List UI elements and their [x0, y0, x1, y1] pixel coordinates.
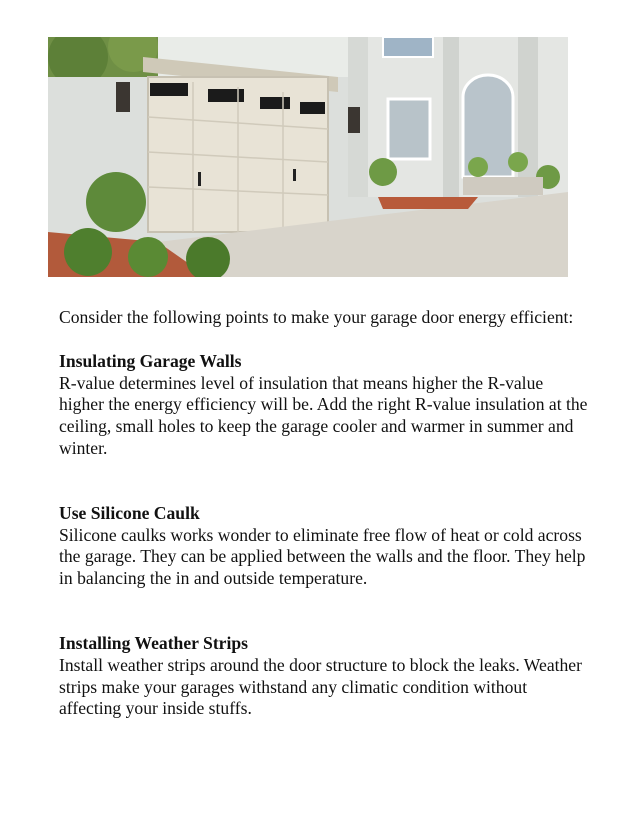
section-title: Installing Weather Strips: [59, 632, 249, 653]
section-body: R-value determines level of insulation that means higher the R-value higher the energy efficiency will be. Add the right R-value insulation at the ceiling, small holes to keep the garage cooler and warmer in summer and winter.: [59, 372, 588, 458]
document-body: [59, 307, 589, 720]
section-body: Install weather strips around the door structure to block the leaks. Weather strips make your garages withstand any climatic condition without affecting your inside stuffs.: [59, 654, 582, 719]
house-garage-photo: [48, 37, 568, 277]
section-title: Insulating Garage Walls: [59, 350, 242, 371]
section-insulating-walls: [59, 351, 589, 460]
section-title: Use Silicone Caulk: [59, 502, 200, 523]
intro-paragraph: Consider the following points to make your garage door energy efficient:: [59, 307, 574, 327]
section-weather-strips: [59, 633, 589, 720]
section-body: Silicone caulks works wonder to eliminate free flow of heat or cold across the garage. They can be applied between the walls and the floor. They help in balancing the in and outside temperature.: [59, 524, 586, 589]
section-silicone-caulk: [59, 503, 589, 590]
